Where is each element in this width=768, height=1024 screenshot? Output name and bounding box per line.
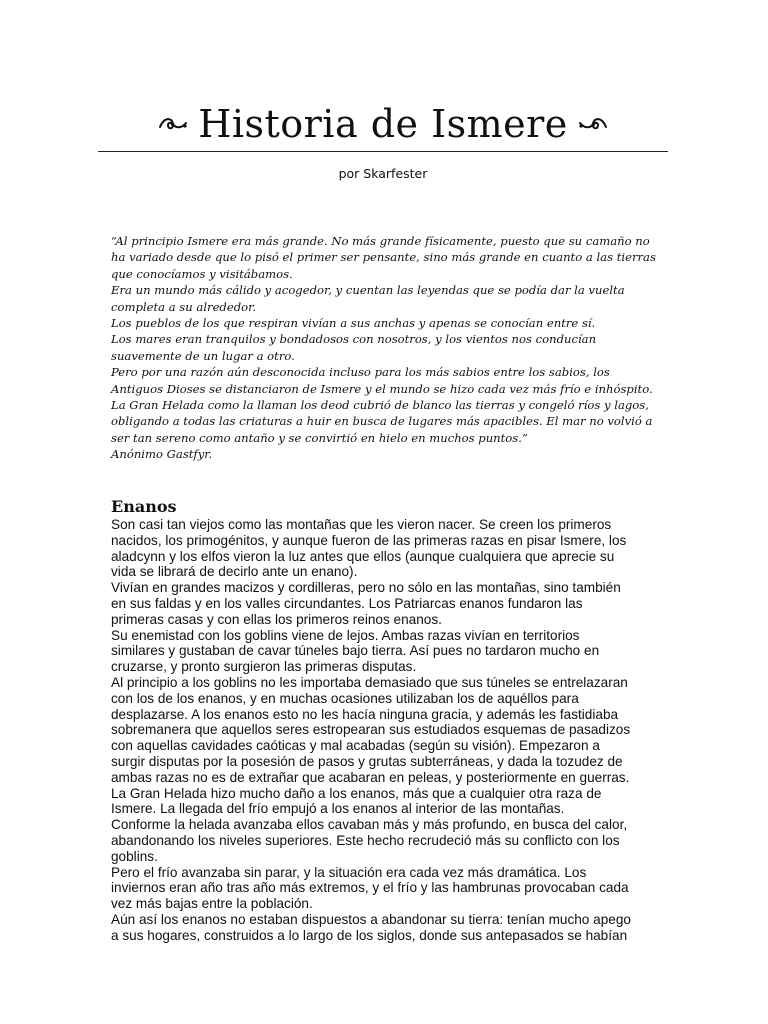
body-line: vez más bajas entre la población. [111, 896, 313, 912]
quote-line: La Gran Helada como la llaman los deod cubrió de blanco las tierras y congeló ríos y lagos, [111, 398, 649, 413]
byline: por Skarfester [338, 166, 428, 181]
quote-line: ser tan sereno como antaño y se convirtió en hielo en muchos puntos.” [111, 430, 528, 445]
body-line: desplazarse. A los enanos esto no les hacía ninguna gracia, y además les fastidiaba [111, 706, 619, 722]
left-flourish-icon [158, 113, 188, 135]
body-line: similares y gustaban de cavar túneles bajo tierra. Así pues no tardaron mucho en [111, 643, 600, 659]
epigraph-quote [111, 233, 667, 463]
quote-line: “Al principio Ismere era más grande. No más grande físicamente, puesto que su camaño no [111, 234, 650, 248]
document-title: Historia de Ismere [198, 102, 568, 146]
body-line: sobremanera que aquellos seres estropearan sus estudiados esquemas de pasadizos [111, 722, 631, 738]
quote-line: Antiguos Dioses se distanciaron de Ismere y el mundo se hizo cada vez más frío e inhóspito. [111, 381, 653, 396]
quote-line: suavemente de un lugar a otro. [111, 348, 295, 363]
body-line: Ismere. La llegada del frío empujó a los enanos al interior de las montañas. [111, 801, 565, 817]
body-line: Vivían en grandes macizos y cordilleras, pero no sólo en las montañas, sino también [111, 580, 621, 596]
body-line: inviernos eran año tras año más extremos, y el frío y las hambrunas provocaban cada [111, 880, 629, 896]
body-line: La Gran Helada hizo mucho daño a los enanos, más que a cualquier otra raza de [111, 785, 602, 801]
title-row [98, 96, 668, 152]
body-line: Son casi tan viejos como las montañas que les vieron nacer. Se creen los primeros [111, 517, 612, 532]
right-flourish-icon [578, 113, 608, 135]
body-line: nacidos, los primogénitos, y aunque fueron de las primeras razas en pisar Ismere, los [111, 532, 627, 548]
body-line: con aquellas cavidades caóticas y mal acabadas (según su visión). Empezaron a [111, 738, 600, 754]
quote-line: obligando a todas las criaturas a huir en busca de lugares más apacibles. El mar no volvió a [111, 414, 653, 429]
quote-line: ha variado desde que lo pisó el primer ser pensante, sino más grande en cuanto a las tierras [111, 250, 656, 265]
body-line: Al principio a los goblins no les importaba demasiado que sus túneles se entrelazaran [111, 674, 628, 690]
body-line: Pero el frío avanzaba sin parar, y la situación era cada vez más dramática. Los [111, 864, 587, 880]
quote-line: que conocíamos y visitábamos. [111, 266, 293, 281]
quote-line: Los pueblos de los que respiran vivían a sus anchas y apenas se conocían entre sí. [111, 316, 596, 331]
body-line: primeras casas y con ellas los primeros reinos enanos. [111, 611, 442, 627]
section-heading: Enanos [111, 497, 177, 516]
title-divider [98, 151, 668, 152]
quote-line: Anónimo Gastfyr. [111, 447, 213, 462]
quote-line: Era un mundo más cálido y acogedor, y cuentan las leyendas que se podía dar la vuelta [111, 283, 625, 298]
quote-line: Los mares eran tranquilos y bondadosos con nosotros, y los vientos nos conducían [111, 332, 597, 347]
body-line: vida se librará de decirlo ante un enano). [111, 564, 358, 580]
body-line: a sus hogares, construidos a lo largo de los siglos, donde sus antepasados se habían [111, 927, 628, 943]
body-line: ambas razas no es de extrañar que acabaran en peleas, y posteriormente en guerras. [111, 769, 630, 785]
quote-line: Pero por una razón aún desconocida incluso para los más sabios entre los sabios, los [111, 365, 610, 380]
body-line: Aún así los enanos no estaban dispuestos a abandonar su tierra: tenían mucho apego [111, 911, 631, 927]
body-line: Su enemistad con los goblins viene de lejos. Ambas razas vivían en territorios [111, 627, 580, 643]
body-line: con los de los enanos, y en muchas ocasiones utilizaban los de aquéllos para [111, 690, 579, 706]
body-line: cruzarse, y pronto surgieron las primeras disputas. [111, 659, 417, 675]
body-line: abandonando los niveles superiores. Este hecho recrudeció más su conflicto con los [111, 832, 620, 848]
section-body [111, 517, 671, 944]
body-line: Conforme la helada avanzaba ellos cavaban más y más profundo, en busca del calor, [111, 817, 628, 833]
body-line: surgir disputas por la posesión de pasos y grutas subterráneas, y dada la tozudez de [111, 753, 623, 769]
body-line: goblins. [111, 848, 158, 864]
body-line: aladcynn y los elfos vieron la luz antes que ellos (aunque cualquiera que aprecie su [111, 548, 615, 564]
body-line: en sus faldas y en los valles circundantes. Los Patriarcas enanos fundaron las [111, 595, 583, 611]
quote-line: completa a su alrededor. [111, 299, 257, 314]
